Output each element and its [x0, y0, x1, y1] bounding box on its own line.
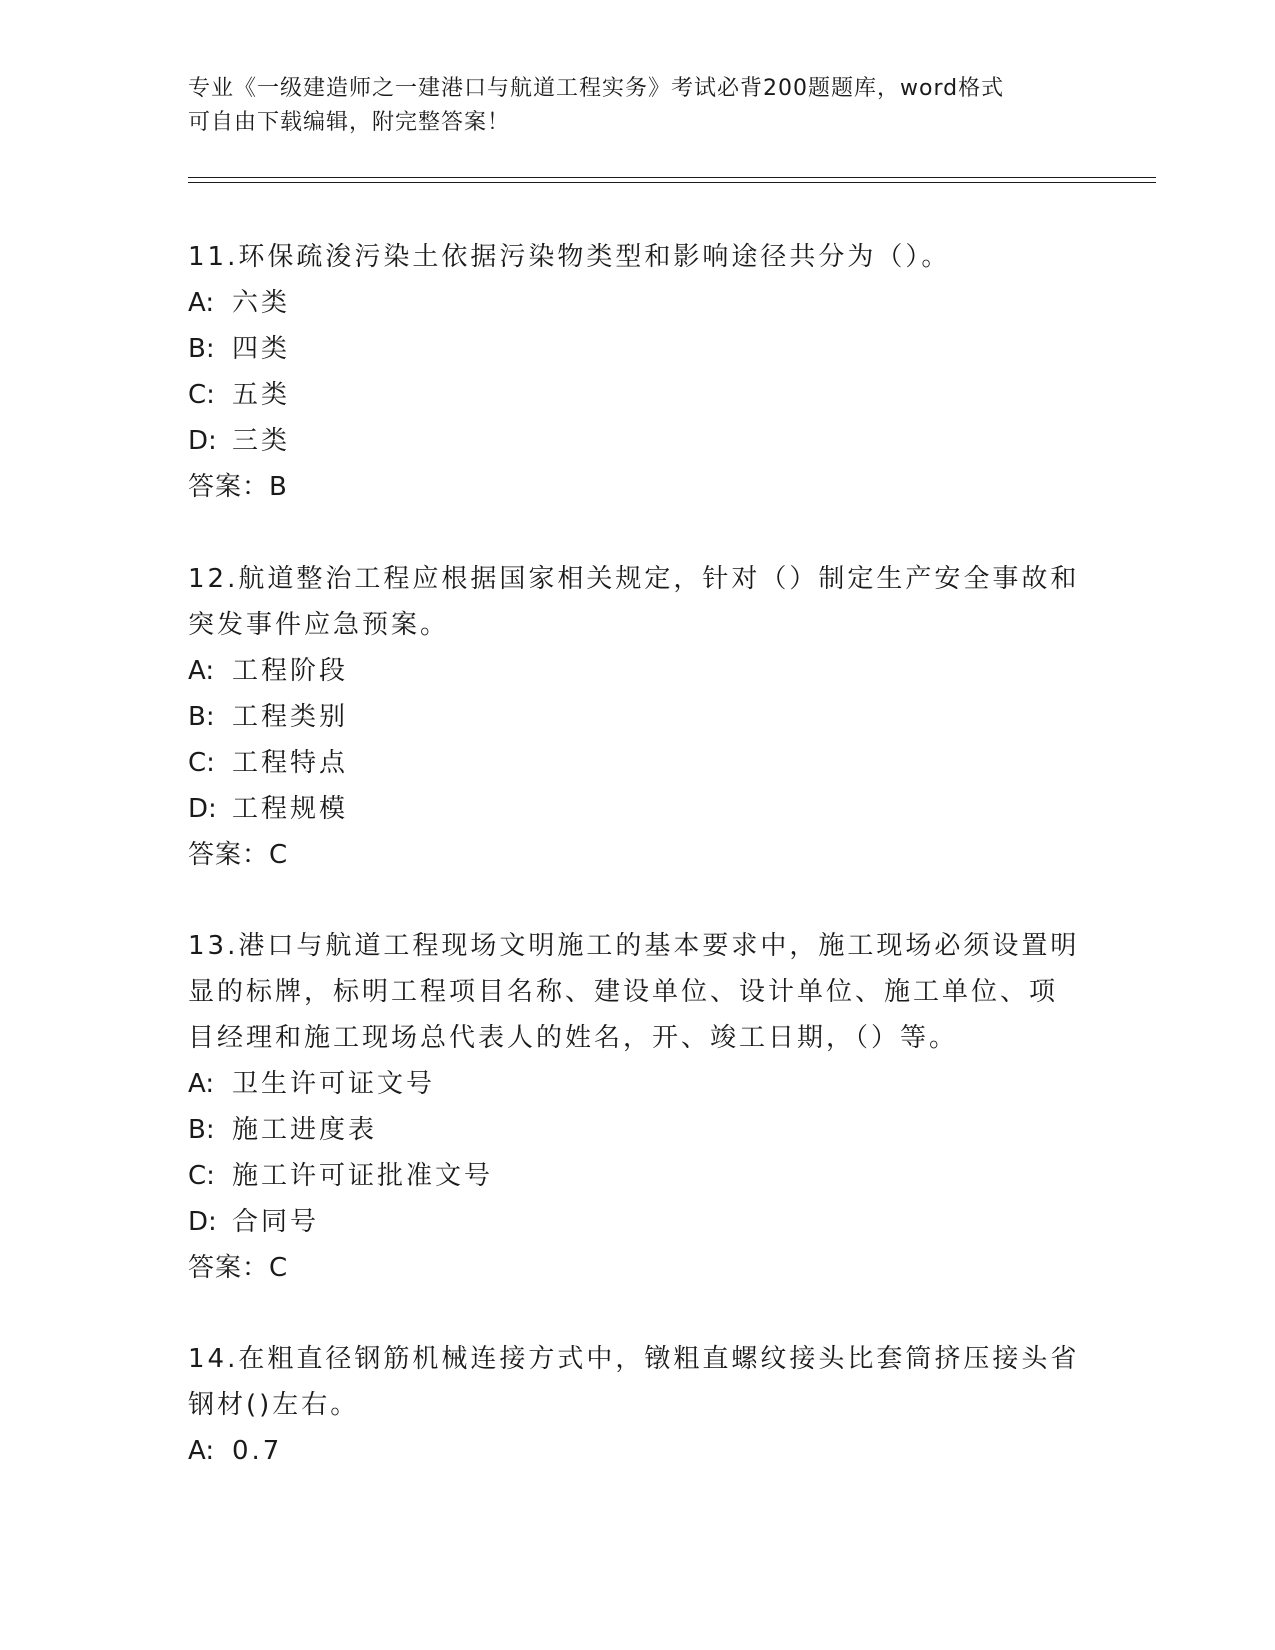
option-text: 工程特点 — [232, 748, 349, 778]
option-text: 卫生许可证文号 — [232, 1069, 436, 1099]
question-stem-line: 12.航道整治工程应根据国家相关规定，针对（）制定生产安全事故和 — [188, 564, 1080, 594]
option-text: 四类 — [232, 334, 291, 364]
option-b — [188, 1107, 1088, 1153]
option-d — [188, 786, 1088, 832]
answer-line: 答案：B — [188, 472, 288, 502]
question-stem-line: 11.环保疏浚污染土依据污染物类型和影响途径共分为（）。 — [188, 242, 951, 272]
option-b — [188, 326, 1088, 372]
answer-line: 答案：C — [188, 840, 289, 870]
option-letter: A: — [188, 1069, 215, 1099]
question-12 — [188, 556, 1088, 878]
option-d — [188, 418, 1088, 464]
question-14 — [188, 1336, 1088, 1474]
option-a — [188, 648, 1088, 694]
header-divider-top — [188, 177, 1156, 178]
header-divider-bottom — [188, 182, 1156, 183]
question-stem-line: 14.在粗直径钢筋机械连接方式中，镦粗直螺纹接头比套筒挤压接头省 — [188, 1344, 1080, 1374]
question-stem-line: 目经理和施工现场总代表人的姓名，开、竣工日期，（）等。 — [188, 1023, 959, 1053]
option-text: 工程阶段 — [232, 656, 349, 686]
question-13 — [188, 923, 1088, 1291]
question-11 — [188, 234, 1088, 510]
option-text: 0.7 — [232, 1436, 283, 1466]
option-letter: D: — [188, 426, 217, 456]
header-title-line-1: 专业《一级建造师之一建港口与航道工程实务》考试必背200题题库，word格式 — [188, 76, 1005, 101]
option-letter: D: — [188, 1207, 217, 1237]
option-text: 工程规模 — [232, 794, 349, 824]
question-stem-line: 钢材()左右。 — [188, 1390, 360, 1420]
option-a — [188, 280, 1088, 326]
option-letter: C: — [188, 380, 215, 410]
question-stem-line: 13.港口与航道工程现场文明施工的基本要求中，施工现场必须设置明 — [188, 931, 1080, 961]
option-text: 合同号 — [232, 1207, 320, 1237]
option-letter: A: — [188, 288, 215, 318]
option-letter: A: — [188, 1436, 215, 1466]
option-text: 六类 — [232, 288, 291, 318]
option-b — [188, 694, 1088, 740]
option-letter: D: — [188, 794, 217, 824]
option-text: 施工进度表 — [232, 1115, 378, 1145]
option-letter: B: — [188, 334, 215, 364]
option-letter: A: — [188, 656, 215, 686]
option-letter: B: — [188, 702, 215, 732]
option-text: 三类 — [232, 426, 291, 456]
option-letter: C: — [188, 748, 215, 778]
option-letter: C: — [188, 1161, 215, 1191]
option-a — [188, 1428, 1088, 1474]
option-text: 五类 — [232, 380, 291, 410]
option-c — [188, 372, 1088, 418]
question-stem-line: 显的标牌，标明工程项目名称、建设单位、设计单位、施工单位、项 — [188, 977, 1059, 1007]
option-letter: B: — [188, 1115, 215, 1145]
option-d — [188, 1199, 1088, 1245]
option-a — [188, 1061, 1088, 1107]
question-stem-line: 突发事件应急预案。 — [188, 610, 450, 640]
answer-line: 答案：C — [188, 1253, 289, 1283]
option-text: 工程类别 — [232, 702, 349, 732]
header-title-line-2: 可自由下载编辑，附完整答案！ — [188, 110, 511, 135]
option-text: 施工许可证批准文号 — [232, 1161, 494, 1191]
option-c — [188, 740, 1088, 786]
option-c — [188, 1153, 1088, 1199]
document-header — [188, 72, 1088, 140]
